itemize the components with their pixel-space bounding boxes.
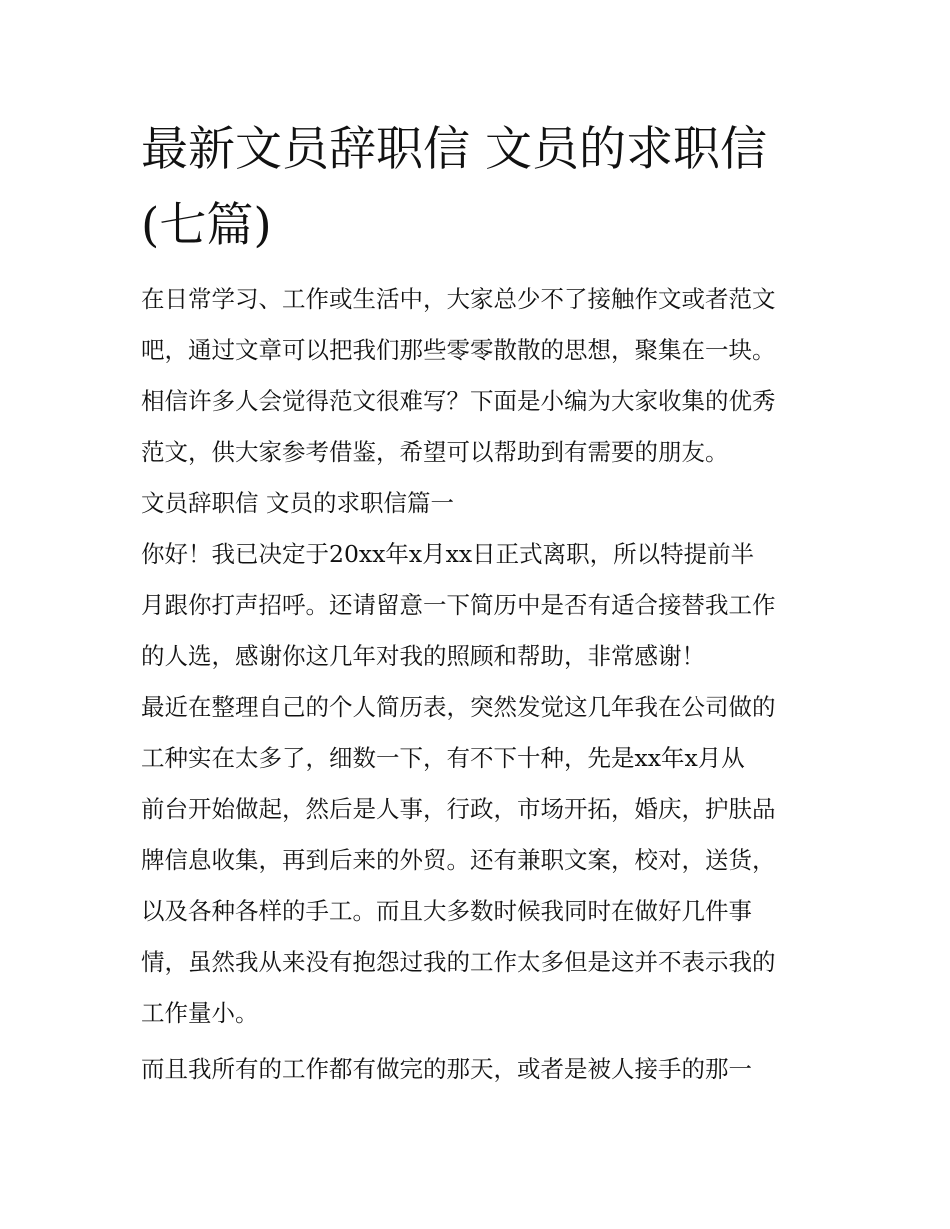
paragraph-line: 范文，供大家参考借鉴，希望可以帮助到有需要的朋友。 bbox=[141, 438, 729, 466]
paragraph-line: 以及各种各样的手工。而且大多数时候我同时在做好几件事 bbox=[141, 897, 752, 925]
paragraph-line: 而且我所有的工作都有做完的那天，或者是被人接手的那一 bbox=[141, 1055, 752, 1083]
title-line-2: (七篇) bbox=[141, 198, 272, 253]
section-heading: 文员辞职信 文员的求职信篇一 bbox=[141, 489, 454, 517]
paragraph-line: 月跟你打声招呼。还请留意一下简历中是否有适合接替我工作 bbox=[141, 591, 776, 619]
paragraph-line: 最近在整理自己的个人简历表，突然发觉这几年我在公司做的 bbox=[141, 693, 776, 721]
document-title bbox=[141, 112, 821, 264]
paragraph-line: 在日常学习、工作或生活中，大家总少不了接触作文或者范文 bbox=[141, 285, 776, 313]
paragraph-line: 工作量小。 bbox=[141, 999, 259, 1027]
paragraph-line: 工种实在太多了，细数一下，有不下十种，先是xx年x月从 bbox=[141, 744, 745, 772]
title-line-1: 最新文员辞职信 文员的求职信 bbox=[141, 122, 767, 177]
paragraph-line: 情，虽然我从来没有抱怨过我的工作太多但是这并不表示我的 bbox=[141, 948, 776, 976]
paragraph-line: 前台开始做起，然后是人事，行政，市场开拓，婚庆，护肤品 bbox=[141, 795, 776, 823]
paragraph-line: 吧，通过文章可以把我们那些零零散散的思想，聚集在一块。 bbox=[141, 336, 776, 364]
document-body bbox=[141, 274, 821, 1095]
paragraph-line: 相信许多人会觉得范文很难写？下面是小编为大家收集的优秀 bbox=[141, 387, 776, 415]
paragraph-line: 牌信息收集，再到后来的外贸。还有兼职文案，校对，送货， bbox=[141, 846, 776, 874]
paragraph-line: 的人选，感谢你这几年对我的照顾和帮助，非常感谢！ bbox=[141, 642, 705, 670]
paragraph-line: 你好！我已决定于20xx年x月xx日正式离职，所以特提前半 bbox=[141, 540, 755, 568]
